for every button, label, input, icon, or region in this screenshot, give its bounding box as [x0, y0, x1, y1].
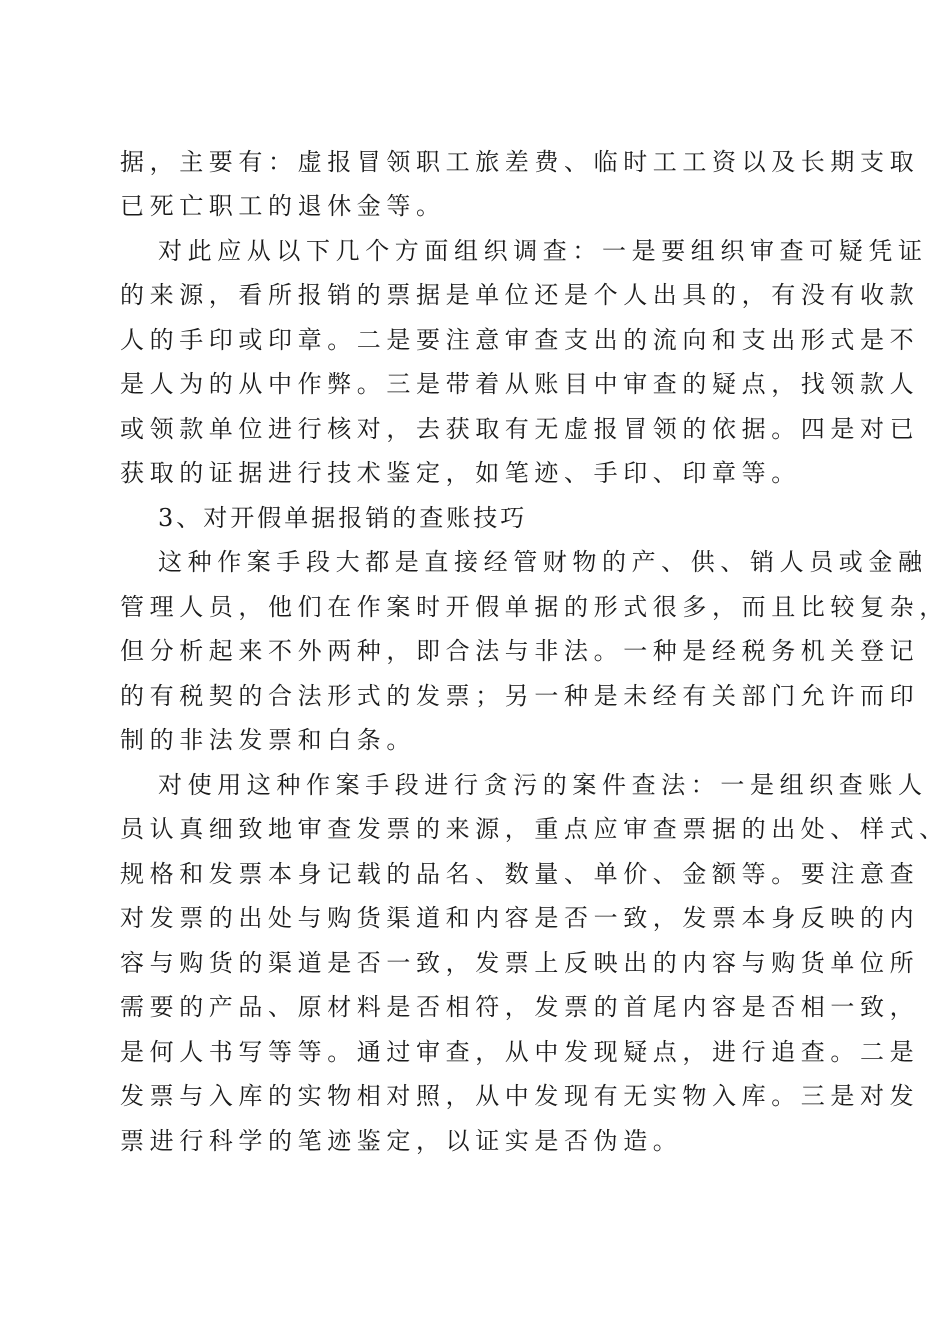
text-line: 但分析起来不外两种，即合法与非法。一种是经税务机关登记 [120, 637, 920, 665]
text-line: 票进行科学的笔迹鉴定，以证实是否伪造。 [120, 1127, 683, 1155]
text-line: 的有税契的合法形式的发票；另一种是未经有关部门允许而印 [120, 682, 920, 710]
text-line: 规格和发票本身记载的品名、数量、单价、金额等。要注意查 [120, 860, 920, 888]
text-line: 人的手印或印章。二是要注意审查支出的流向和支出形式是不 [120, 326, 920, 354]
text-line: 制的非法发票和白条。 [120, 726, 416, 754]
text-line: 对发票的出处与购货渠道和内容是否一致，发票本身反映的内 [120, 904, 920, 932]
paragraph-start-line: 对此应从以下几个方面组织调查：一是要组织审查可疑凭证 [158, 237, 928, 265]
text-line: 员认真细致地审查发票的来源，重点应审查票据的出处、样式、 [120, 815, 949, 843]
text-line: 是人为的从中作弊。三是带着从账目中审查的疑点，找领款人 [120, 370, 920, 398]
text-line: 管理人员，他们在作案时开假单据的形式很多，而且比较复杂， [120, 593, 949, 621]
text-line: 是何人书写等等。通过审查，从中发现疑点，进行追查。二是 [120, 1038, 920, 1066]
paragraph-start-line: 这种作案手段大都是直接经管财物的产、供、销人员或金融 [158, 548, 928, 576]
text-line: 需要的产品、原材料是否相符，发票的首尾内容是否相一致， [120, 993, 920, 1021]
text-line: 获取的证据进行技术鉴定，如笔迹、手印、印章等。 [120, 459, 801, 487]
text-line: 已死亡职工的退休金等。 [120, 192, 446, 220]
text-line: 发票与入库的实物相对照，从中发现有无实物入库。三是对发 [120, 1082, 920, 1110]
text-line: 或领款单位进行核对，去获取有无虚报冒领的依据。四是对已 [120, 415, 920, 443]
section-heading: 3、对开假单据报销的查账技巧 [158, 504, 528, 532]
paragraph-start-line: 对使用这种作案手段进行贪污的案件查法：一是组织查账人 [158, 771, 928, 799]
text-line: 据，主要有：虚报冒领职工旅差费、临时工工资以及长期支取 [120, 148, 920, 176]
text-line: 的来源，看所报销的票据是单位还是个人出具的，有没有收款 [120, 281, 920, 309]
text-line: 容与购货的渠道是否一致，发票上反映出的内容与购货单位所 [120, 949, 920, 977]
